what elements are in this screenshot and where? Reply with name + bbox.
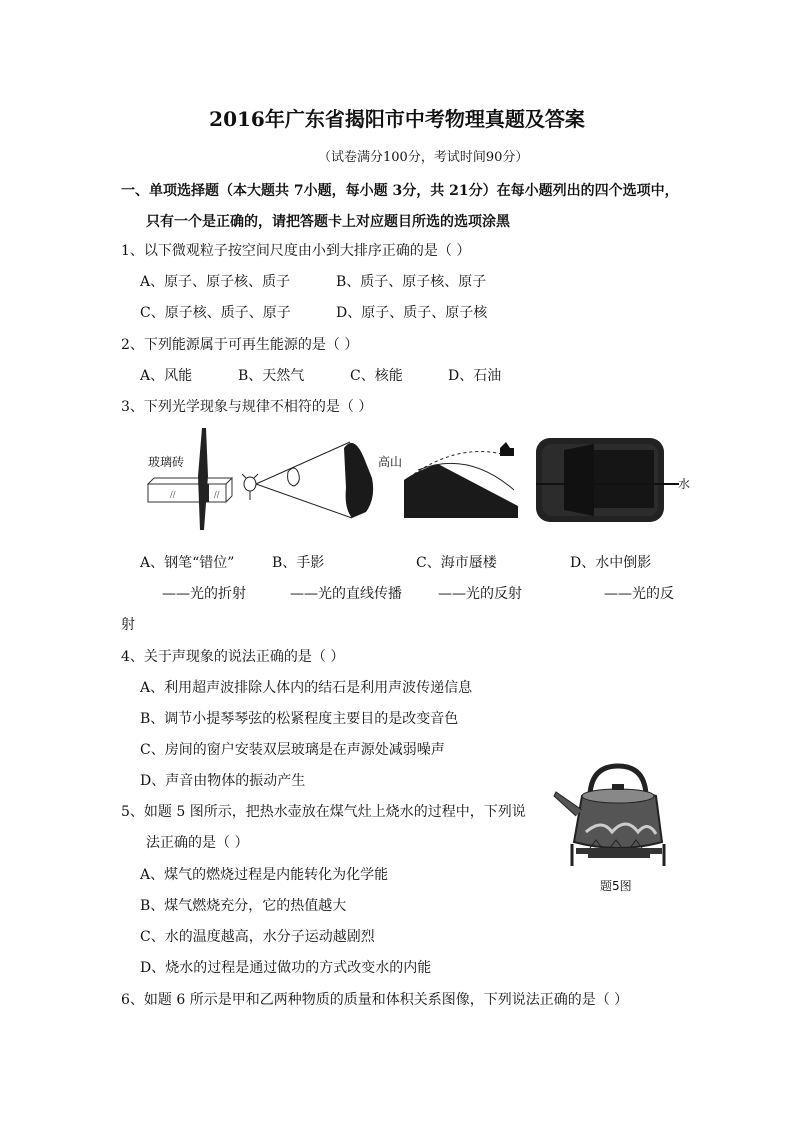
question-4-option-b: B、调节小提琴琴弦的松紧程度主要目的是改变音色 [140, 711, 459, 727]
question-1-option-b: B、质子、原子核、原子 [336, 274, 487, 290]
svg-text://: // [170, 490, 176, 499]
page-title: 2016年广东省揭阳市中考物理真题及答案 [209, 107, 585, 131]
kettle-on-stove-figure [552, 762, 672, 894]
question-2-option-c: C、核能 [350, 368, 403, 384]
question-3-law-d: ——光的反 [604, 586, 674, 602]
section-heading-line2: 只有一个是正确的，请把答题卡上对应题目所选的选项涂黑 [146, 214, 510, 230]
question-2-option-d: D、石油 [448, 368, 502, 384]
question-1-option-a: A、原子、原子核、质子 [140, 274, 291, 290]
section-heading-line1: 一、单项选择题（本大题共 7小题，每小题 3分，共 21分）在每小题列出的四个选项中， [121, 183, 679, 199]
question-2-stem: 2、下列能源属于可再生能源的是（ ） [121, 337, 359, 353]
question-3-law-b: ——光的直线传播 [290, 586, 402, 602]
question-2-option-b: B、天然气 [238, 368, 305, 384]
question-1-stem: 1、以下微观粒子按空间尺度由小到大排序正确的是（ ） [121, 243, 471, 259]
question-1-option-c: C、原子核、质子、原子 [140, 305, 291, 321]
question-5-option-d: D、烧水的过程是通过做功的方式改变水的内能 [140, 960, 432, 976]
question-6-stem: 6、如题 6 所示是甲和乙两种物质的质量和体积关系图像，下列说法正确的是（ ） [121, 992, 629, 1008]
question-3-law-a: ——光的折射 [162, 586, 246, 602]
exam-info: （试卷满分100分，考试时间90分） [318, 150, 529, 165]
question-5-option-a: A、煤气的燃烧过程是内能转化为化学能 [140, 867, 389, 883]
svg-text://: // [214, 490, 220, 499]
mountain-label: 高山 [378, 455, 403, 469]
question-3-law-c: ——光的反射 [438, 586, 522, 602]
question-2-option-a: A、风能 [140, 368, 193, 384]
question-5-stem-line2: 法正确的是（ ） [146, 835, 249, 851]
question-5-option-c: C、水的温度越高，水分子运动越剧烈 [140, 929, 375, 945]
question-4-stem: 4、关于声现象的说法正确的是（ ） [121, 649, 345, 665]
water-label: 水 [678, 477, 691, 491]
question-3-option-a: A、钢笔“错位” [140, 555, 235, 571]
question-4-option-a: A、利用超声波排除人体内的结石是利用声波传递信息 [140, 680, 473, 696]
water-reflection-figure [534, 436, 692, 524]
question-4-option-d: D、声音由物体的振动产生 [140, 773, 306, 789]
figure-5-caption: 题5图 [600, 879, 632, 893]
glass-brick-pen-figure [140, 426, 236, 532]
question-1-option-d: D、原子、质子、原子核 [336, 305, 488, 321]
question-3-option-d: D、水中倒影 [570, 555, 652, 571]
question-4-option-c: C、房间的窗户安装双层玻璃是在声源处减弱噪声 [140, 742, 445, 758]
glass-brick-label: 玻璃砖 [148, 455, 185, 469]
question-5-stem-line1: 5、如题 5 图所示，把热水壶放在煤气灶上烧水的过程中，下列说 [121, 804, 526, 820]
question-3-law-d-wrap: 射 [121, 617, 135, 633]
mirage-figure [378, 440, 524, 520]
question-3-option-c: C、海市蜃楼 [416, 555, 497, 571]
question-3-stem: 3、下列光学现象与规律不相符的是（ ） [121, 399, 373, 415]
question-3-option-b: B、手影 [272, 555, 325, 571]
hand-shadow-figure [240, 430, 380, 530]
question-5-option-b: B、煤气燃烧充分，它的热值越大 [140, 898, 347, 914]
